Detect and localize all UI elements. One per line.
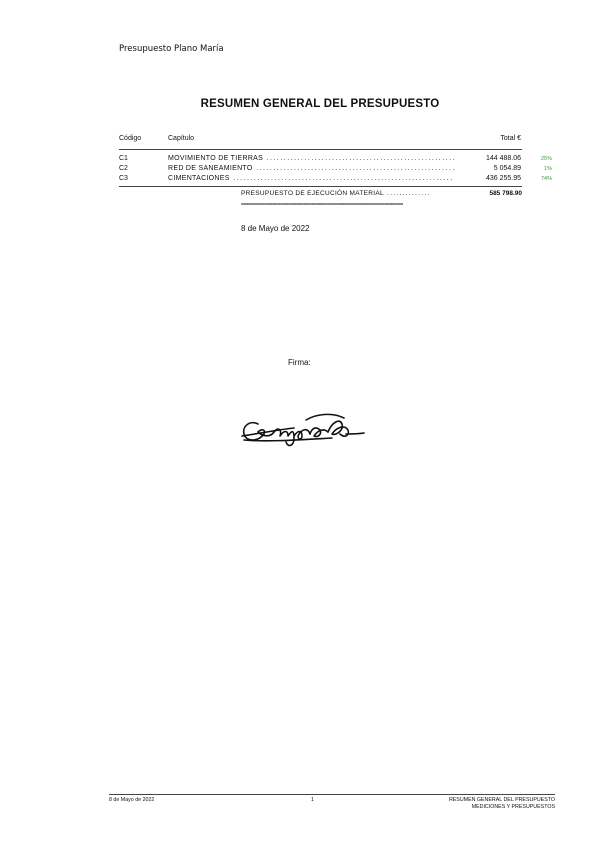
signature-label: Firma: [288, 358, 311, 367]
pem-total-row [241, 189, 522, 199]
row-total: 5 054.89 [493, 165, 521, 172]
table-row [119, 174, 559, 184]
footer-date: 8 de Mayo de 2022 [109, 797, 155, 803]
footer-page-number: 1 [311, 797, 314, 803]
table-row [119, 154, 559, 164]
footer-divider [109, 794, 555, 795]
document-title: RESUMEN GENERAL DEL PRESUPUESTO [200, 98, 440, 110]
row-chapter-name: RED DE SANEAMIENTO ..... [168, 164, 454, 174]
row-chapter-name: CIMENTACIONES ..... [168, 174, 454, 184]
handwritten-signature [236, 400, 368, 457]
document-date: 8 de Mayo de 2022 [241, 224, 310, 233]
header-divider [119, 149, 522, 150]
double-underline: ============================================================== [241, 202, 403, 208]
row-code: C1 [119, 155, 128, 162]
column-header-code: Código [119, 135, 142, 142]
row-code: C3 [119, 175, 128, 182]
pem-value: 585 798.90 [489, 190, 522, 197]
row-percent: 74% [540, 176, 552, 182]
footer-subtitle: MEDICIONES Y PRESUPUESTOS [471, 804, 555, 810]
row-code: C2 [119, 165, 128, 172]
row-total: 144 488.06 [485, 155, 521, 162]
column-header-total: Total € [500, 135, 521, 142]
table-row [119, 164, 559, 174]
footer-title: RESUMEN GENERAL DEL PRESUPUESTO [448, 797, 555, 803]
pem-label: PRESUPUESTO DE EJECUCIÓN MATERIAL ..... [241, 189, 431, 199]
row-percent: 1% [544, 166, 552, 172]
row-percent: 25% [540, 156, 552, 162]
row-chapter-name: MOVIMIENTO DE TIERRAS ..... [168, 154, 454, 164]
header-project-name: Presupuesto Plano María [119, 44, 224, 54]
signature-scribble [236, 400, 368, 452]
column-header-chapter: Capítulo [168, 135, 195, 142]
table-bottom-divider [119, 186, 522, 187]
row-total: 436 255.95 [485, 175, 521, 182]
footer-document-info [449, 797, 555, 811]
